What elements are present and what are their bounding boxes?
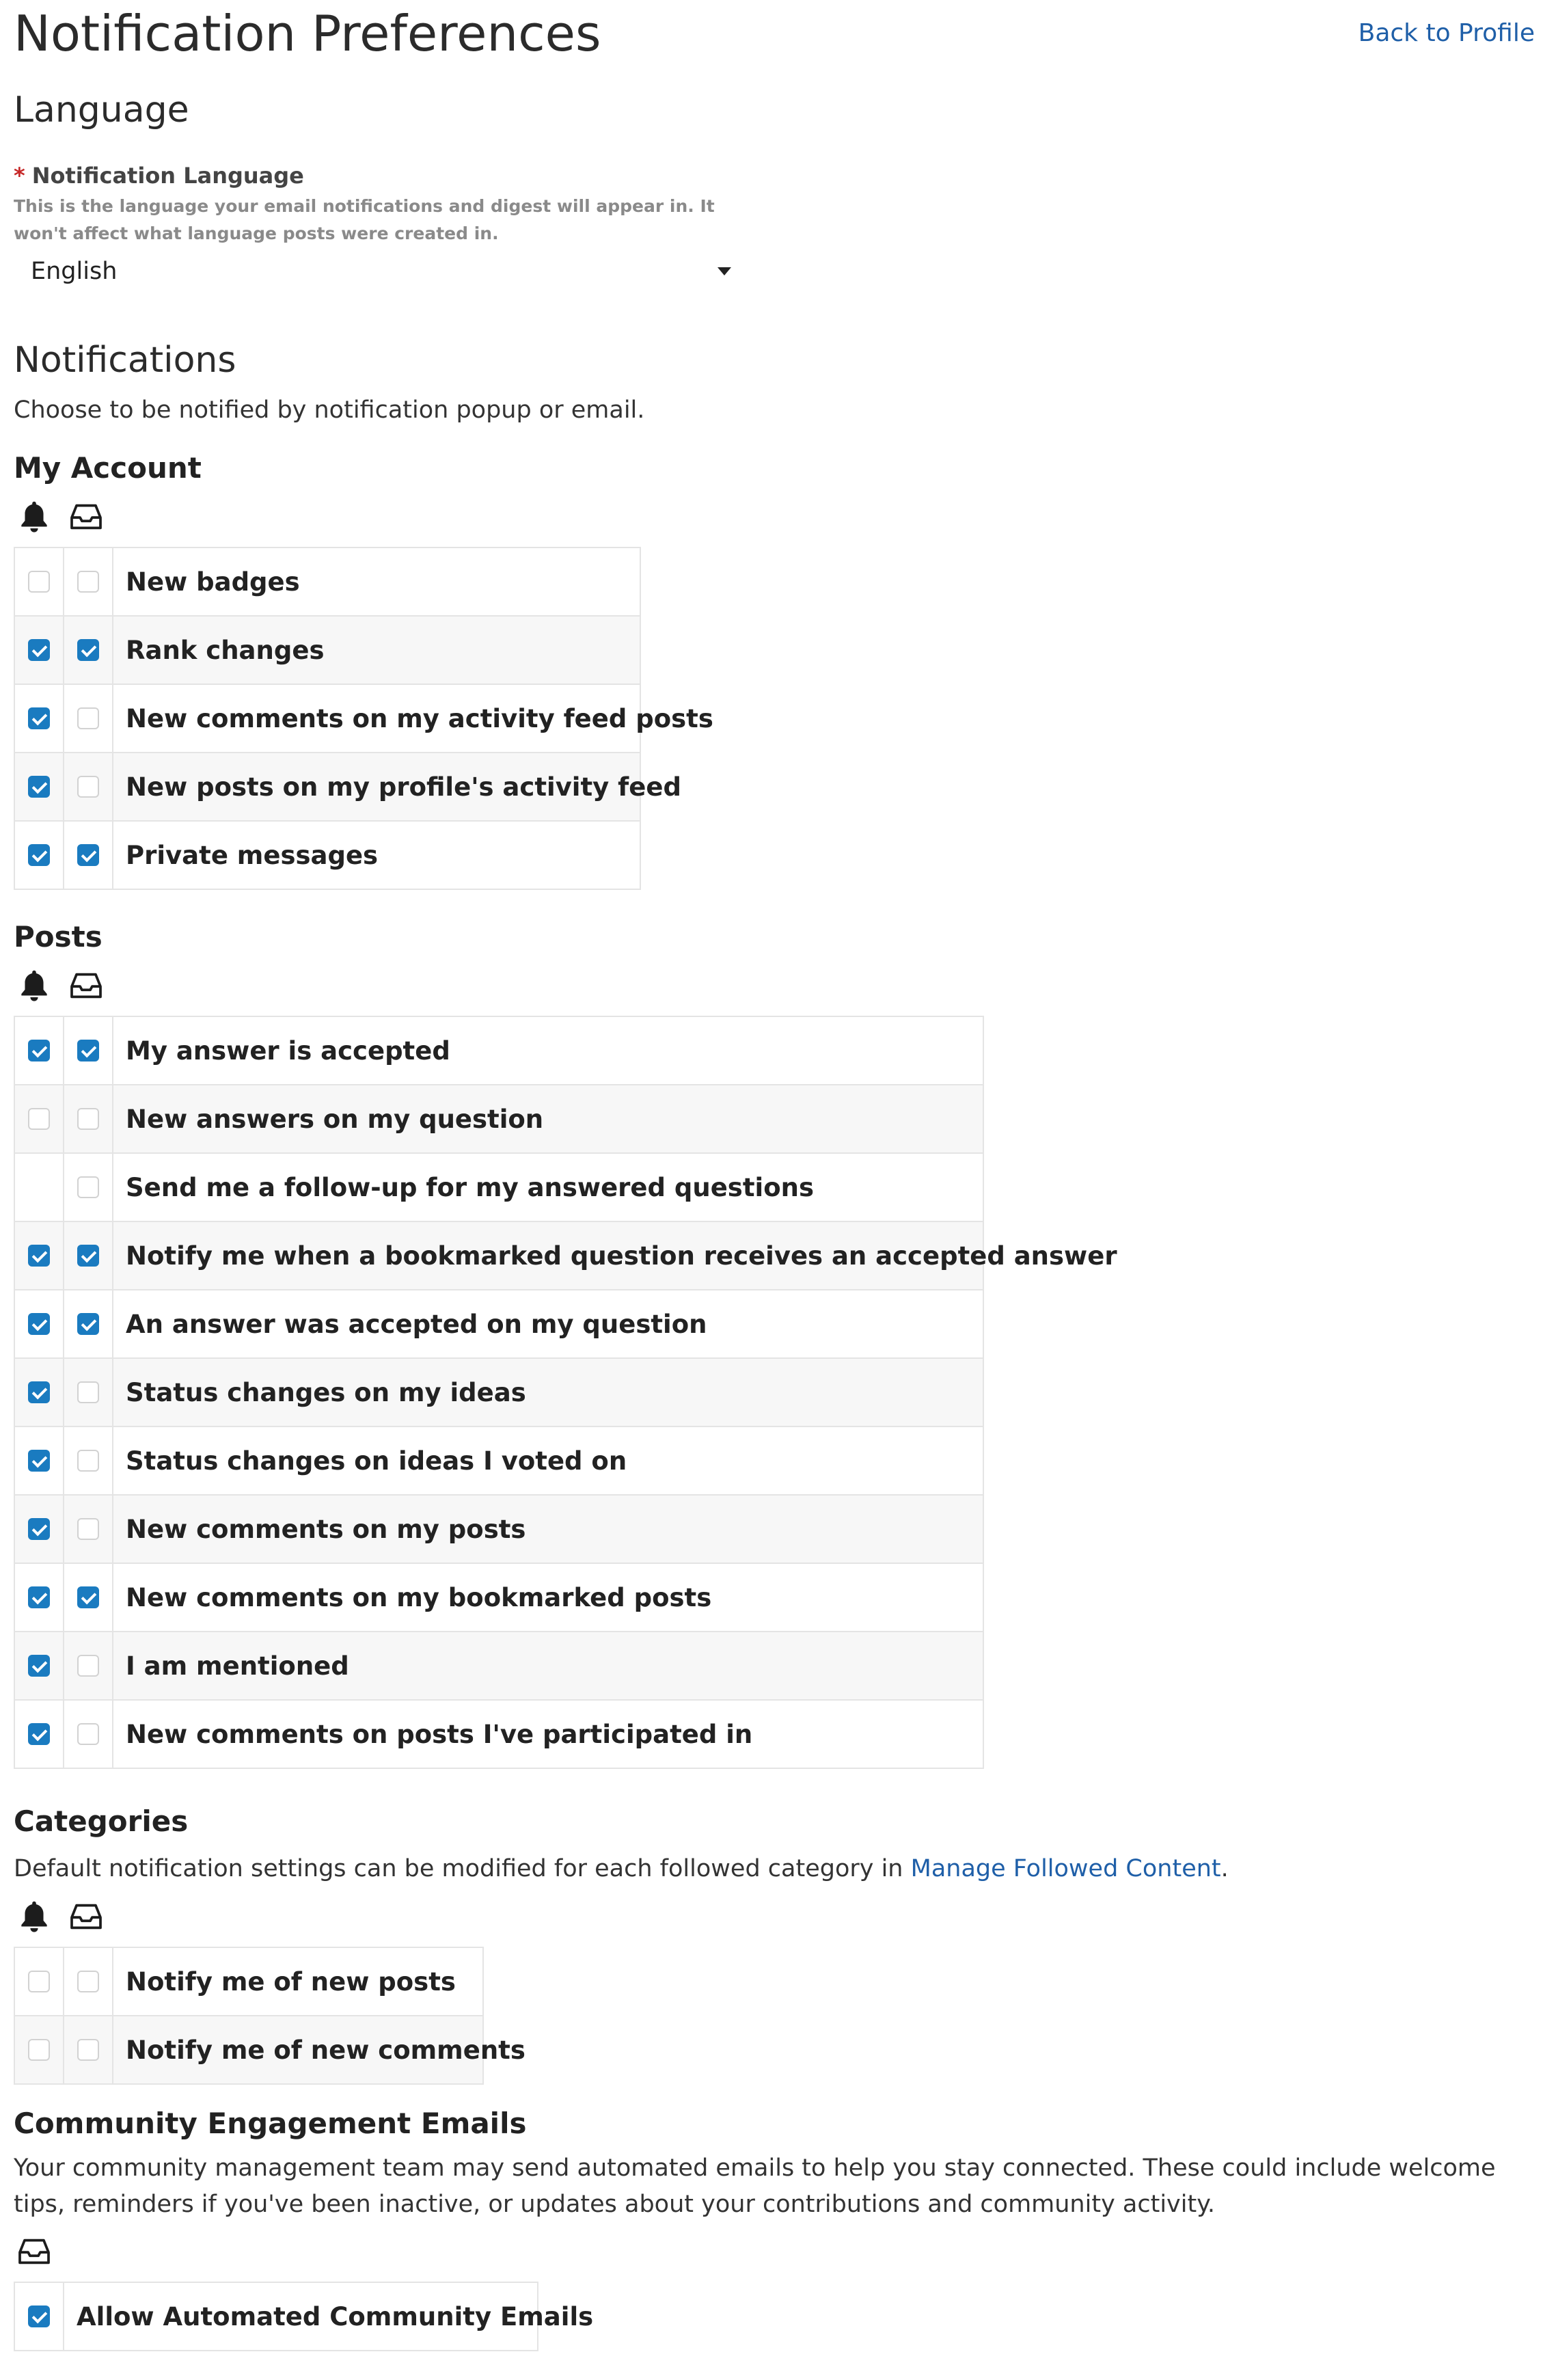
popup-checkbox[interactable]	[28, 1586, 50, 1608]
language-section-title: Language	[14, 90, 189, 131]
popup-cell	[14, 1495, 64, 1563]
row-label: Notify me when a bookmarked question receives an accepted answer	[113, 1221, 983, 1290]
row-label: Status changes on my ideas	[113, 1358, 983, 1426]
required-marker: *	[14, 163, 25, 189]
email-checkbox[interactable]	[77, 1245, 99, 1267]
notification-language-label-text: Notification Language	[31, 163, 304, 189]
popup-checkbox[interactable]	[28, 707, 50, 729]
email-cell	[64, 1495, 113, 1563]
table-row	[14, 821, 640, 889]
popup-cell	[14, 821, 64, 889]
table-row	[14, 1221, 983, 1290]
table-row	[14, 684, 640, 753]
bell-icon	[15, 966, 53, 1005]
row-label: New answers on my question	[113, 1085, 983, 1153]
email-checkbox[interactable]	[77, 1040, 99, 1061]
table-row	[14, 1563, 983, 1632]
row-label: Send me a follow-up for my answered questions	[113, 1153, 983, 1221]
email-cell	[14, 2282, 64, 2351]
table-row	[14, 753, 640, 821]
popup-checkbox[interactable]	[28, 2039, 50, 2061]
notification-language-label	[14, 163, 304, 189]
manage-followed-content-link[interactable]: Manage Followed Content	[910, 1855, 1221, 1882]
email-cell	[64, 1700, 113, 1768]
email-cell	[64, 1563, 113, 1632]
row-label: I am mentioned	[113, 1632, 983, 1700]
table-row	[14, 2282, 538, 2351]
my-account-table	[14, 547, 713, 890]
table-row	[14, 1947, 483, 2016]
email-checkbox[interactable]	[28, 2305, 50, 2327]
email-cell	[64, 753, 113, 821]
popup-checkbox[interactable]	[28, 639, 50, 661]
email-checkbox[interactable]	[77, 1450, 99, 1472]
popup-cell	[14, 1632, 64, 1700]
table-row	[14, 1016, 983, 1085]
popup-checkbox[interactable]	[28, 1313, 50, 1335]
email-cell	[64, 2016, 113, 2084]
popup-cell	[14, 1290, 64, 1358]
popup-checkbox[interactable]	[28, 1723, 50, 1745]
popup-checkbox[interactable]	[28, 1040, 50, 1061]
row-label: New posts on my profile's activity feed	[113, 753, 640, 821]
row-label: Private messages	[113, 821, 640, 889]
row-label: An answer was accepted on my question	[113, 1290, 983, 1358]
table-row	[14, 1085, 983, 1153]
row-label: New comments on my activity feed posts	[113, 684, 640, 753]
back-to-profile-link[interactable]: Back to Profile	[1358, 19, 1535, 47]
row-label: My answer is accepted	[113, 1016, 983, 1085]
email-cell	[64, 684, 113, 753]
popup-cell	[14, 1085, 64, 1153]
inbox-icon	[15, 2232, 53, 2271]
row-label: Allow Automated Community Emails	[64, 2282, 538, 2351]
table-row	[14, 1700, 983, 1768]
email-cell	[64, 1085, 113, 1153]
table-row	[14, 616, 640, 684]
email-checkbox[interactable]	[77, 1176, 99, 1198]
popup-cell	[14, 1563, 64, 1632]
email-cell	[64, 1153, 113, 1221]
popup-checkbox[interactable]	[28, 1971, 50, 1992]
notification-language-value: English	[31, 258, 118, 285]
popup-checkbox[interactable]	[28, 1518, 50, 1540]
table-row	[14, 1426, 983, 1495]
email-checkbox[interactable]	[77, 2039, 99, 2061]
row-label: Rank changes	[113, 616, 640, 684]
row-label: Status changes on ideas I voted on	[113, 1426, 983, 1495]
email-cell	[64, 821, 113, 889]
popup-checkbox[interactable]	[28, 571, 50, 593]
categories-title: Categories	[14, 1804, 189, 1838]
popup-cell	[14, 684, 64, 753]
row-label: New comments on my posts	[113, 1495, 983, 1563]
popup-checkbox[interactable]	[28, 776, 50, 798]
popup-checkbox[interactable]	[28, 1245, 50, 1267]
popup-checkbox[interactable]	[28, 1655, 50, 1677]
bell-icon	[15, 1897, 53, 1936]
categories-table	[14, 1947, 525, 2085]
posts-title: Posts	[14, 920, 103, 954]
engagement-title: Community Engagement Emails	[14, 2107, 527, 2140]
email-checkbox[interactable]	[77, 1313, 99, 1335]
categories-description-text: Default notification settings can be modified for each followed category in	[14, 1855, 911, 1882]
email-cell	[64, 1632, 113, 1700]
table-row	[14, 1495, 983, 1563]
bell-icon	[15, 498, 53, 536]
notifications-description: Choose to be notified by notification popup or email.	[14, 396, 645, 424]
inbox-icon	[67, 1897, 105, 1936]
chevron-down-icon	[718, 267, 731, 275]
popup-cell	[14, 1016, 64, 1085]
email-checkbox[interactable]	[77, 707, 99, 729]
page-title: Notification Preferences	[14, 5, 601, 62]
email-checkbox[interactable]	[77, 1108, 99, 1130]
popup-checkbox[interactable]	[28, 1450, 50, 1472]
email-checkbox[interactable]	[77, 1971, 99, 1992]
email-cell	[64, 547, 113, 616]
row-label: Notify me of new comments	[113, 2016, 483, 2084]
table-row	[14, 1290, 983, 1358]
popup-cell	[14, 2016, 64, 2084]
row-label: New comments on my bookmarked posts	[113, 1563, 983, 1632]
email-checkbox[interactable]	[77, 639, 99, 661]
popup-cell	[14, 1700, 64, 1768]
table-row	[14, 1358, 983, 1426]
email-cell	[64, 1290, 113, 1358]
email-checkbox[interactable]	[77, 1723, 99, 1745]
categories-description-end: .	[1220, 1855, 1229, 1882]
table-row	[14, 547, 640, 616]
popup-cell	[14, 753, 64, 821]
categories-description	[14, 1851, 1229, 1887]
table-row	[14, 1632, 983, 1700]
my-account-title: My Account	[14, 451, 202, 485]
notification-language-select[interactable]	[14, 250, 745, 293]
email-cell	[64, 1221, 113, 1290]
inbox-icon	[67, 498, 105, 536]
email-checkbox[interactable]	[77, 844, 99, 866]
notifications-section-title: Notifications	[14, 340, 236, 381]
email-checkbox[interactable]	[77, 571, 99, 593]
popup-cell	[14, 547, 64, 616]
row-label: New comments on posts I've participated in	[113, 1700, 983, 1768]
popup-cell	[14, 1221, 64, 1290]
engagement-table	[14, 2282, 594, 2351]
table-row	[14, 2016, 483, 2084]
popup-checkbox[interactable]	[28, 1381, 50, 1403]
email-checkbox[interactable]	[77, 776, 99, 798]
popup-cell	[14, 1153, 64, 1221]
table-row	[14, 1153, 983, 1221]
email-checkbox[interactable]	[77, 1381, 99, 1403]
email-cell	[64, 1358, 113, 1426]
email-cell	[64, 1947, 113, 2016]
engagement-description: Your community management team may send automated emails to help you stay connected. These could include welcome tips, reminders if you've been inactive, or updates about your contributions and community activity.	[14, 2154, 1496, 2218]
popup-checkbox[interactable]	[28, 844, 50, 866]
notification-language-help: This is the language your email notifications and digest will appear in. It won't affect what language posts were created in.	[14, 196, 715, 243]
email-checkbox[interactable]	[77, 1586, 99, 1608]
popup-cell	[14, 1426, 64, 1495]
email-checkbox[interactable]	[77, 1518, 99, 1540]
email-cell	[64, 1016, 113, 1085]
popup-cell	[14, 1358, 64, 1426]
inbox-icon	[67, 966, 105, 1005]
posts-table	[14, 1016, 1117, 1769]
email-cell	[64, 1426, 113, 1495]
row-label: New badges	[113, 547, 640, 616]
popup-cell	[14, 616, 64, 684]
row-label: Notify me of new posts	[113, 1947, 483, 2016]
email-cell	[64, 616, 113, 684]
popup-checkbox[interactable]	[28, 1108, 50, 1130]
email-checkbox[interactable]	[77, 1655, 99, 1677]
popup-cell	[14, 1947, 64, 2016]
